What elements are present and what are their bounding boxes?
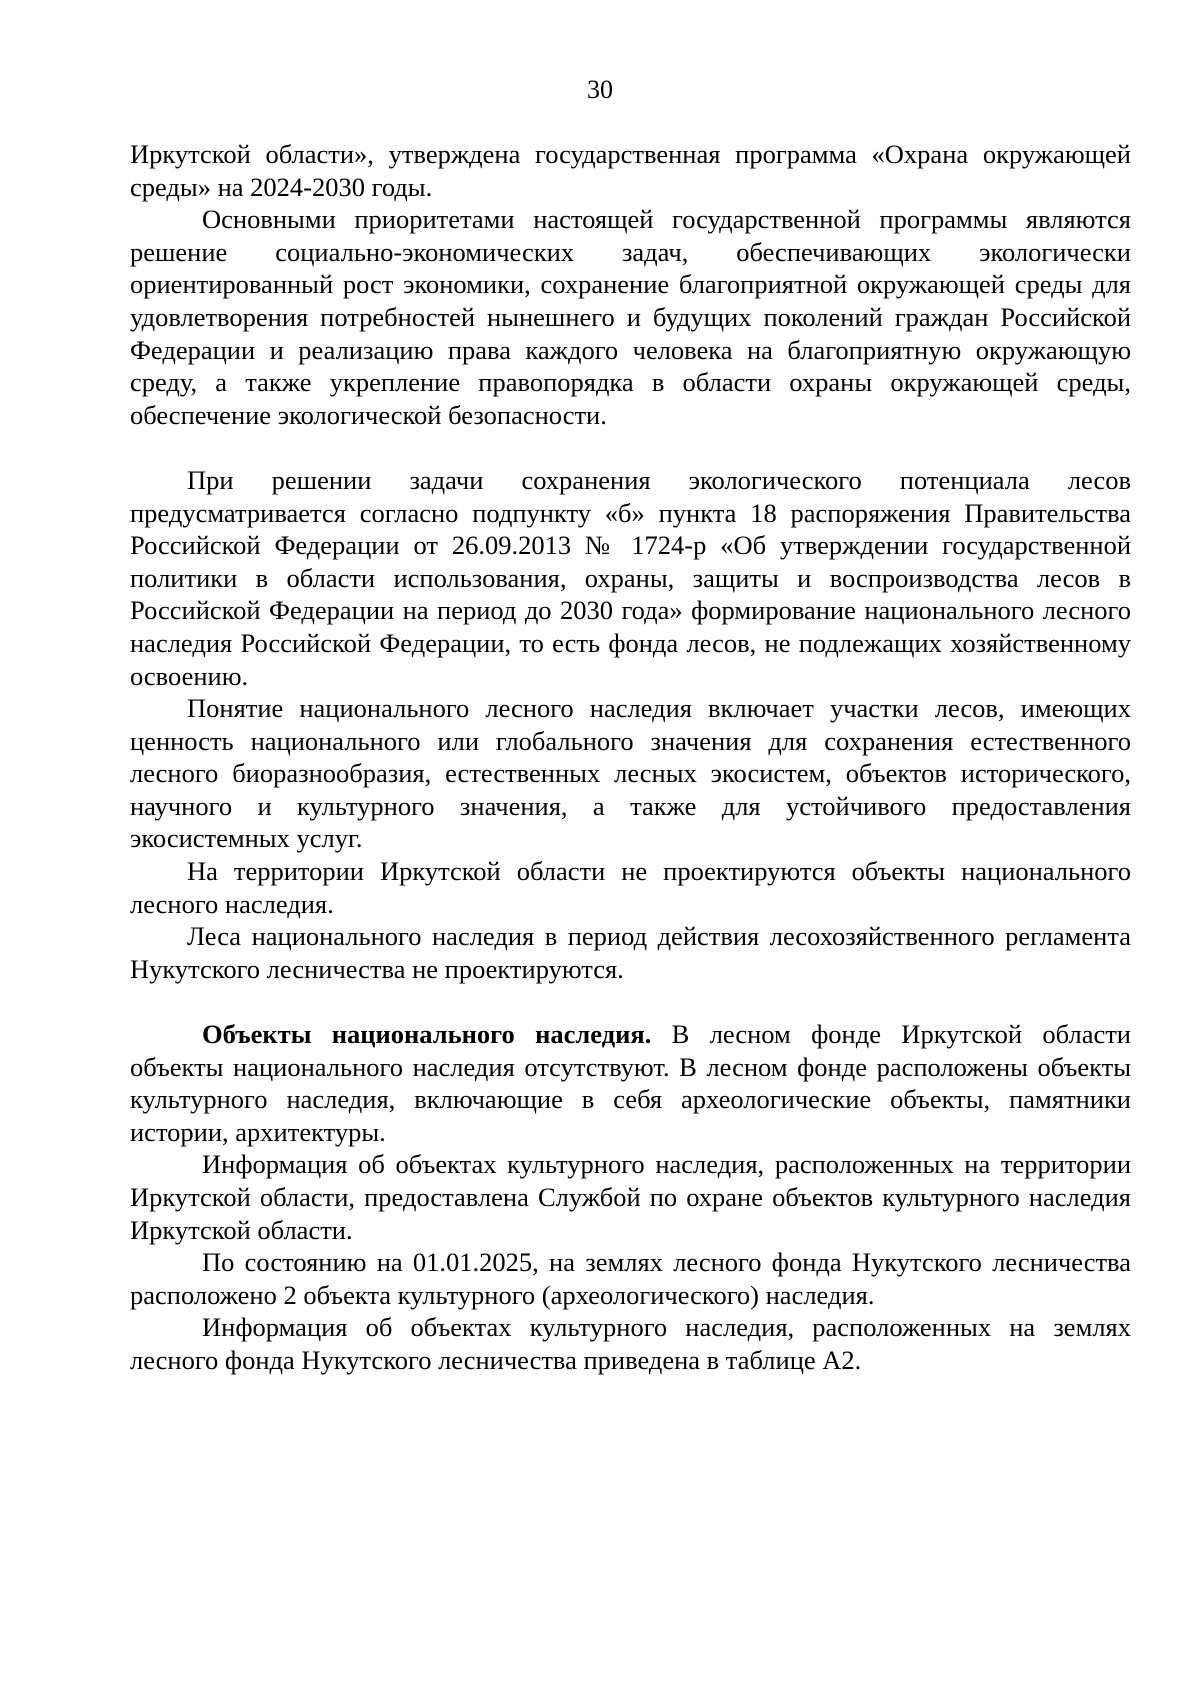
- paragraph-table-reference: Информация об объектах культурного наследия, расположенных на землях лесного фонда Нукутского лесничества приведена в таблице А2.: [130, 1312, 1131, 1375]
- paragraph-heritage-objects: [130, 1018, 1131, 1148]
- document-body: [130, 138, 1131, 1377]
- paragraph-heritage-count: По состоянию на 01.01.2025, на землях лесного фонда Нукутского лесничества расположено 2 объекта культурного (археологического) наследия.: [130, 1247, 1131, 1310]
- paragraph-nukut-no-heritage: Леса национального наследия в период действия лесохозяйственного регламента Нукутского лесничества не проектируются.: [130, 921, 1131, 984]
- paragraph-heritage-objects-text: В лесном фонде Иркутской области объекты национального наследия отсутствуют. В лесном фонде расположены объекты культурного наследия, включающие в себя археологические объекты, памятники истории, архитектуры.: [130, 1019, 1131, 1147]
- paragraph-irkutsk-no-heritage: На территории Иркутской области не проектируются объекты национального лесного наследия.: [130, 856, 1131, 919]
- paragraph-heritage-info-source: Информация об объектах культурного наследия, расположенных на территории Иркутской области, предоставлена Службой по охране объектов культурного наследия Иркутской области.: [130, 1149, 1131, 1245]
- section-heading-heritage-objects: Объекты национального наследия.: [202, 1019, 652, 1050]
- paragraph-forest-heritage-concept: Понятие национального лесного наследия включает участки лесов, имеющих ценность национального или глобального значения для сохранения естественного лесного биоразнообразия, естественных лесных экосистем, объектов исторического, научного и культурного значения, а также для устойчивого предоставления экосистемных услуг.: [130, 693, 1131, 854]
- page-number: 30: [587, 75, 613, 104]
- paragraph-program-continuation: Иркутской области», утверждена государственная программа «Охрана окружающей среды» на 2024-2030 годы.: [130, 139, 1131, 202]
- paragraph-forest-potential: При решении задачи сохранения экологического потенциала лесов предусматривается согласно подпункту «б» пункта 18 распоряжения Правительства Российской Федерации от 26.09.2013 № 1724-р «Об утверждении государственной политики в области использования, охраны, защиты и воспроизводства лесов в Российской Федерации на период до 2030 года» формирование национального лесного наследия Российской Федерации, то есть фонда лесов, не подлежащих хозяйственному освоению.: [130, 464, 1131, 691]
- paragraph-program-priorities: Основными приоритетами настоящей государственной программы являются решение социально-экономических задач, обеспечивающих экологически ориентированный рост экономики, сохранение благоприятной окружающей среды для удовлетворения потребностей нынешнего и будущих поколений граждан Российской Федерации и реализацию права каждого человека на благоприятную окружающую среду, а также укрепление правопорядка в области охраны окружающей среды, обеспечение экологической безопасности.: [130, 204, 1131, 430]
